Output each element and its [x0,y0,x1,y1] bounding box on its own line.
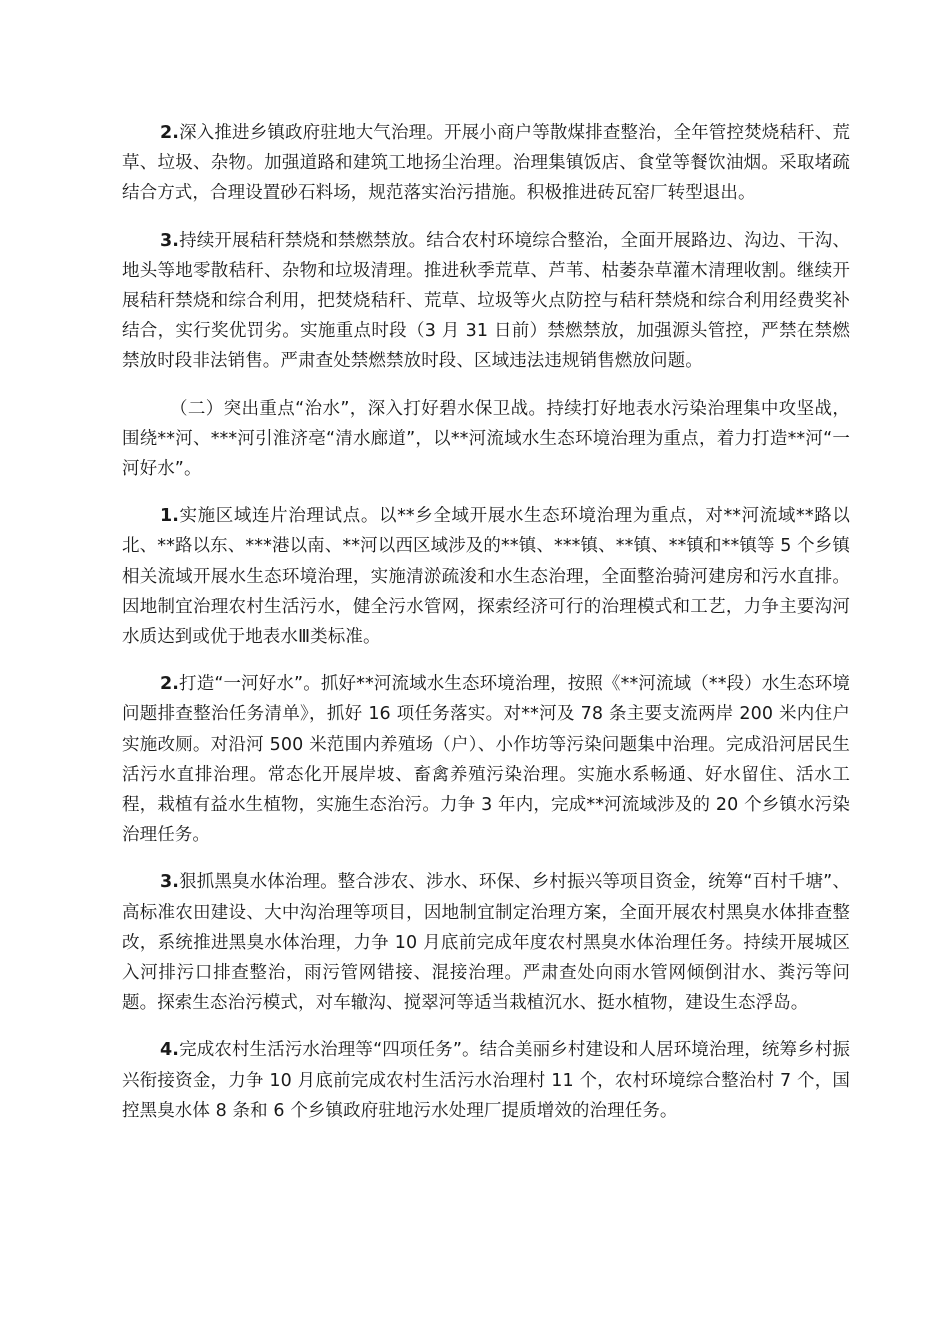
item-number: 4. [160,1040,180,1061]
item-body: 结合农村环境综合整治，全面开展路边、沟边、干沟、地头等地零散秸秆、杂物和垃圾清理。推进秋季荒草、芦苇、枯萎杂草灌木清理收割。继续开展秸秆禁烧和综合利用，把焚烧秸秆、荒草、垃圾等火点防控与秸秆禁烧和综合利用经费奖补结合，实行奖优罚劣。实施重点时段（3 月 31 日前）禁燃禁放，加强源头管控，严禁在禁燃禁放时段非法销售。严肃查处禁燃禁放时段、区域违法违规销售燃放问题。 [122,230,850,372]
paragraph-regional-pilot [122,501,850,652]
item-number: 1. [160,506,180,527]
paragraph-good-river [122,669,850,850]
item-body: 结合美丽乡村建设和人居环境治理，统筹乡村振兴衔接资金，力争 10 月底前完成农村生活污水治理村 11 个，农村环境综合整治村 7 个，国控黑臭水体 8 条和 6 个乡镇政府驻地污水处理厂提质增效的治理任务。 [122,1040,850,1121]
paragraph-black-odorous-water [122,867,850,1018]
item-number: 2. [160,674,180,695]
section-heading: （二）突出重点“治水”，深入打好碧水保卫战。 [170,398,547,419]
section-heading-water [122,394,850,485]
paragraph-straw-burning-ban [122,226,850,377]
item-body: 抓好**河流域水生态环境治理，按照《**河流域（**段）水生态环境问题排查整治任务清单》，抓好 16 项任务落实。对**河及 78 条主要支流两岸 200 米内住户实施改厕。对沿河 500 米范围内养殖场（户）、小作坊等污染问题集中治理。完成沿河居民生活污水直排治理。常态化开展岸坡、畜禽养殖污染治理。实施水系畅通、好水留住、活水工程，栽植有益水生植物，实施生态治污。力争 3 年内，完成**河流域涉及的 20 个乡镇水污染治理任务。 [122,674,850,846]
item-heading: 实施区域连片治理试点。 [179,506,379,527]
item-body: 以**乡全域开展水生态环境治理为重点，对**河流域**路以北、**路以东、***港以南、**河以西区域涉及的**镇、***镇、**镇、**镇和**镇等 5 个乡镇相关流域开展水生态环境治理，实施清淤疏浚和水生态治理，全面整治骑河建房和污水直排。因地制宜治理农村生活污水，健全污水管网，探索经济可行的治理模式和工艺，力争主要沟河水质达到或优于地表水Ⅲ类标准。 [122,506,850,648]
paragraph-four-tasks [122,1035,850,1126]
document-body [122,118,850,1143]
item-heading: 完成农村生活污水治理等“四项任务”。 [179,1040,480,1061]
item-heading: 持续开展秸秆禁烧和禁燃禁放。 [179,230,427,251]
item-heading: 深入推进乡镇政府驻地大气治理。 [179,123,444,143]
item-heading: 打造“一河好水”。 [179,674,321,695]
item-body: 开展小商户等散煤排查整治，全年管控焚烧秸秆、荒草、垃圾、杂物。加强道路和建筑工地扬尘治理。治理集镇饭店、食堂等餐饮油烟。采取堵疏结合方式，合理设置砂石料场，规范落实治污措施。积极推进砖瓦窑厂转型退出。 [122,123,850,204]
section-body: 持续打好地表水污染治理集中攻坚战，围绕**河、***河引淮济亳“清水廊道”，以**河流域水生态环境治理为重点，着力打造**河“一河好水”。 [122,398,850,480]
item-body: 整合涉农、涉水、环保、乡村振兴等项目资金，统筹“百村千塘”、高标准农田建设、大中沟治理等项目，因地制宜制定治理方案，全面开展农村黑臭水体排查整改，系统推进黑臭水体治理，力争 10 月底前完成年度农村黑臭水体治理任务。持续开展城区入河排污口排查整治，雨污管网错接、混接治理。严肃查处向雨水管网倾倒泔水、粪污等问题。探索生态治污模式，对车辙沟、搅翠河等适当栽植沉水、挺水植物，建设生态浮岛。 [122,872,850,1014]
item-number: 3. [160,872,180,893]
item-heading: 狠抓黑臭水体治理。 [179,872,338,893]
paragraph-air-governance [122,118,850,209]
item-number: 2. [160,123,180,143]
item-number: 3. [160,230,180,251]
